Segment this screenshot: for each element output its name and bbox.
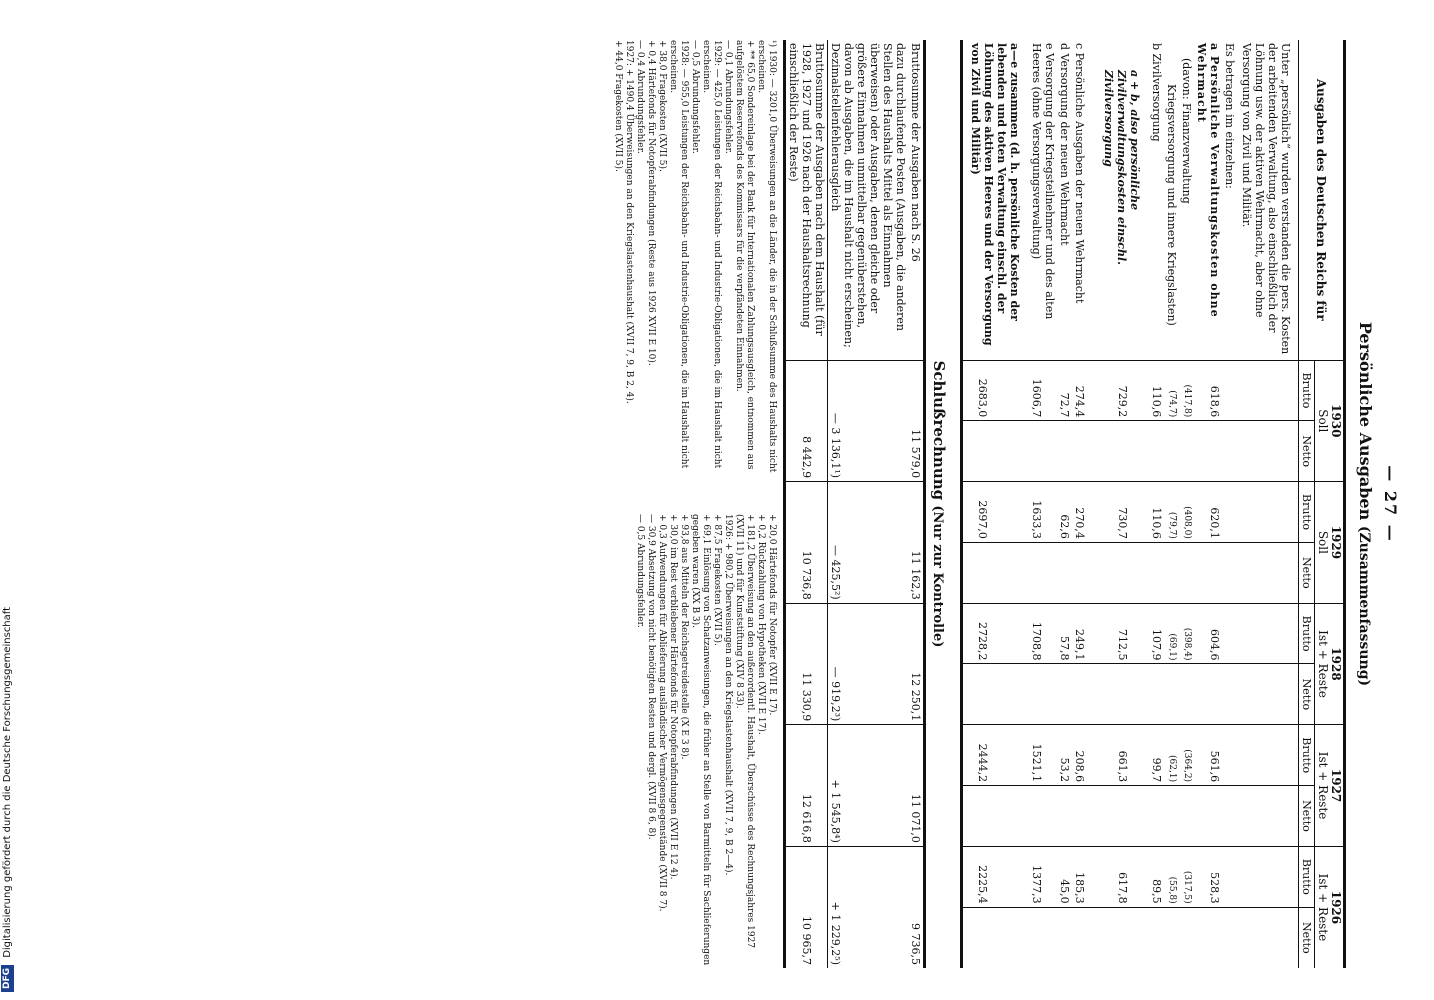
table-row: Kriegsversorgung und innere Kriegslasten) (74,7) (79,7) (69,1) (62,1) (55,8) <box>1164 40 1179 968</box>
sub-netto: Netto <box>1299 542 1315 603</box>
table-row: c Persönliche Ausgaben der neuen Wehrmacht 274,4 270,4 249,1 208,6 185,3 <box>1072 40 1094 968</box>
year-header-1928: 1928 Ist + Reste <box>1315 603 1345 725</box>
footnotes-right <box>612 514 777 968</box>
intro-text: Unter „persönlich“ wurden verstanden die pers. Kosten der arbeitenden Verwaltung, also einschließlich der Löhnung usw. der aktiven Wehrmacht, aber ohne Versorgung von Zivil und Militär. Es betragen im einzelnen: <box>1223 43 1292 355</box>
row-header: Ausgaben des Deutschen Reichs für <box>1314 78 1329 321</box>
table-row: e Versorgung der Kriegsteilnehmer und des alten Heeres (ohne Versorgungsverwaltung) 1606,7 1633,3 1708,8 1521,1 1377,3 <box>1029 40 1057 968</box>
year-header-1926: 1926 Ist + Reste <box>1315 846 1345 968</box>
year-header-1927: 1927 Ist + Reste <box>1315 725 1345 847</box>
footnote: + 0,3 Aufwendungen für Ablieferung ausländischer Vermögensgegenstände (XVII 8 7). <box>657 514 667 912</box>
sub-netto: Netto <box>1299 664 1315 725</box>
title-sub: (Zusammenfassung) <box>1356 525 1372 687</box>
sub-brutto: Brutto <box>1299 482 1315 543</box>
title-main: Persönliche Ausgaben <box>1356 321 1375 521</box>
table-row: b Zivilversorgung 110,6 110,6 107,9 99,7 89,5 <box>1149 40 1164 968</box>
year-header-1929: 1929 Soll <box>1315 482 1345 604</box>
table-row: a—e zusammen (d. h. persönliche Kosten der lebenden und toten Verwaltung einschl. der Löhnung des aktiven Heeres und der Versorgung von Zivil und Militär) 2683,0 2697,0 2728,2 2444,2 2225,4 <box>962 40 1030 968</box>
footnote: — 0,5 Abrundungsfehler. <box>690 40 700 154</box>
footnote: + 181,2 Überweisung an den außerordentl. Haushalt, Überschüsse des Rechnungsjahres 1927 (XVII 11) und für Kunststiftung (XIV 8 33). <box>734 514 755 949</box>
footnote: — 0,1 Abrundungsfehler. <box>723 40 733 154</box>
footnote: — 0,4 Abrundungsfehler. <box>635 40 645 154</box>
dfg-logo: DFG <box>1 965 14 992</box>
footnote: + 30,0 im Rest verbliebener Härtefonds für Notopferabfindungen (XVII E 12 4). <box>668 514 678 880</box>
footnote: + 87,5 Fragekosten (XVII 5). <box>712 514 722 646</box>
table-row: a + b, also persönliche Zivilverwaltungskosten einschl. Zivilversorgung 729,2 730,7 712,5 661,3 617,8 <box>1094 40 1149 968</box>
footnote: + 44,0 Fragekosten (XVII 5). <box>613 40 623 172</box>
page-number: — 27 — <box>1381 465 1400 543</box>
sub-brutto: Brutto <box>1299 603 1315 664</box>
footnote: + 93,8 aus Mitteln der Reichsgetreidestelle (X E 3 8). <box>679 514 689 760</box>
footnote: + ** 65,0 Sondereinlage bei der Bank für Internationalen Zahlungsausgleich, entnommen aus aufgelöstem Reservefonds des Kommissars für die verpfändeten Einnahmen. <box>734 40 755 470</box>
sub-netto: Netto <box>1299 786 1315 847</box>
footnote: 1926: + 980,2 Überweisungen an den Kriegslastenhaushalt (XVII 7, 9, B 2—4). <box>723 514 733 876</box>
footnote: + 20,0 Härtefonds für Notopfer (XVII E 17). <box>767 514 777 716</box>
footnote: 1928: — 955,0 Leistungen der Reichsbahn- und Industrie-Obligationen, die im Haushalt nicht erscheinen. <box>668 40 689 469</box>
schluss-title-main: Schlußrechnung <box>930 360 948 501</box>
schluss-title <box>930 40 948 968</box>
footnote: — 0,5 Abrundungsfehler. <box>635 514 645 628</box>
sub-netto: Netto <box>1299 907 1315 968</box>
footnote: ¹) 1930: — 3201,0 Überweisungen an die Länder, die in der Schlußsumme des Haushalts nicht erscheinen. <box>756 40 777 473</box>
footnote: + 0,4 Härtefonds für Notopferabfindungen (Reste aus 1926 XVII E 10). <box>646 40 656 366</box>
table-row: (davon: Finanzverwaltung (417,8) (408,0) (398,4) (364,2) (317,5) <box>1179 40 1194 968</box>
sub-brutto: Brutto <box>1299 725 1315 786</box>
footnote: — 30,9 Absetzung von nicht benötigten Resten und dergl. (XVII 8 6, 8). <box>646 514 656 840</box>
table-row: Bruttosumme der Ausgaben nach dem Haushalt (für 1928, 1927 und 1926 nach der Haushaltsrechnung einschließlich der Reste) 8 442,9 10 736,8 11 330,9 12 616,8 10 965,7 <box>785 40 828 968</box>
footnote: 1929: — 425,0 Leistungen der Reichsbahn- und Industrie-Obligationen, die im Haushalt nicht erscheinen. <box>701 40 722 469</box>
schluss-table <box>783 40 926 968</box>
schluss-title-sub: (Nur zur Kontrolle) <box>930 505 945 648</box>
footnotes <box>612 40 777 968</box>
footnote: + 0,2 Rückzahlung von Hypotheken (XVII E 17). <box>756 514 766 735</box>
footer-text: Digitalisierung gefördert durch die Deutsche Forschungsgemeinschaft <box>2 606 13 958</box>
footnote: + 69,1 Einlösung von Schatzanweisungen, die früher an Stelle von Barmitteln für Sachlieferungen gegeben waren (XX B 3). <box>690 514 711 966</box>
sub-netto: Netto <box>1299 421 1315 482</box>
page-title <box>1356 40 1375 968</box>
footnote: 1927: + 1490,4 Überweisungen an den Kriegslastenhaushalt (XVII 7, 9, B 2, 4). <box>624 40 634 404</box>
sub-brutto: Brutto <box>1299 846 1315 907</box>
footnote: + 38,0 Fragekosten (XVII 5). <box>657 40 667 172</box>
table-row: dazu durchlaufende Posten (Ausgaben, die anderen Stellen des Haushalts Mittel als Einnahmen überweisen) oder Ausgaben, denen gleiche oder größere Einnahmen unmittelbar gegenüberstehen, davon ab Ausgaben, die im Haushalt nicht erscheinen; Dezimalstellenfehlerausgleich — 3 136,1¹) — 425,5²) — 919,2³) + 1 545,8⁴) + 1 229,2⁵) <box>828 40 909 968</box>
table-row: a Persönliche Verwaltungskosten ohne Wehrmacht 618,6 620,1 604,6 561,6 528,3 <box>1194 40 1222 968</box>
year-header-1930: 1930 Soll <box>1315 360 1345 482</box>
table-row: d Versorgung der neuen Wehrmacht 72,7 62,6 57,8 53,2 45,0 <box>1057 40 1072 968</box>
expenses-table <box>960 40 1346 968</box>
footnotes-left <box>612 40 777 494</box>
sub-brutto: Brutto <box>1299 360 1315 421</box>
table-row: Bruttosumme der Ausgaben nach S. 26 11 579,0 11 162,3 12 250,1 11 071,0 9 736,5 <box>908 40 925 968</box>
